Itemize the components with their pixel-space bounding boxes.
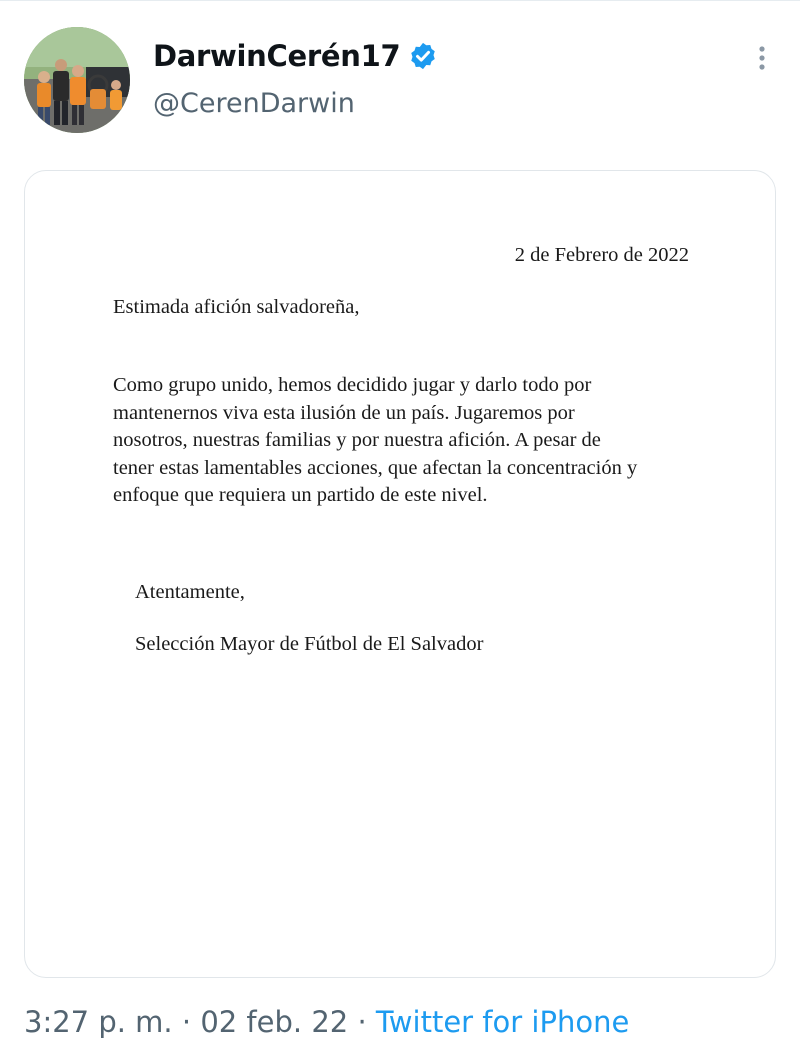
avatar-photo [24, 27, 130, 133]
display-name[interactable]: DarwinCerén17 [153, 39, 401, 73]
letter-greeting: Estimada afición salvadoreña, [113, 296, 360, 318]
letter-date: 2 de Febrero de 2022 [514, 244, 689, 266]
tweet-media-image[interactable] [24, 170, 776, 978]
letter-body-line: enfoque que requiera un partido de este nivel. [113, 484, 488, 506]
letter-body-line: tener estas lamentables acciones, que afectan la concentración y [113, 456, 638, 479]
tweet-time[interactable]: 3:27 p. m. [24, 1005, 173, 1039]
meta-separator: · [172, 1005, 201, 1039]
more-vertical-icon[interactable] [752, 44, 772, 76]
author-name-row[interactable] [153, 36, 438, 76]
letter-signature: Selección Mayor de Fútbol de El Salvador [135, 633, 484, 655]
letter-closing: Atentamente, [135, 581, 245, 603]
handle[interactable]: @CerenDarwin [153, 88, 355, 119]
verified-badge-icon [408, 41, 438, 71]
tweet-source-link[interactable]: Twitter for iPhone [375, 1005, 630, 1039]
meta-separator: · [348, 1005, 376, 1039]
top-divider [0, 0, 800, 1]
letter-body-line: mantenernos viva esta ilusión de un país. Jugaremos por [113, 401, 575, 424]
tweet-date[interactable]: 02 feb. 22 [200, 1005, 349, 1039]
tweet-meta [24, 1005, 629, 1039]
letter-body-line: Como grupo unido, hemos decidido jugar y darlo todo por [113, 374, 592, 396]
avatar[interactable] [24, 27, 130, 133]
letter-body [113, 372, 713, 510]
letter-body-line: nosotros, nuestras familias y por nuestra afición. A pesar de [113, 429, 601, 451]
